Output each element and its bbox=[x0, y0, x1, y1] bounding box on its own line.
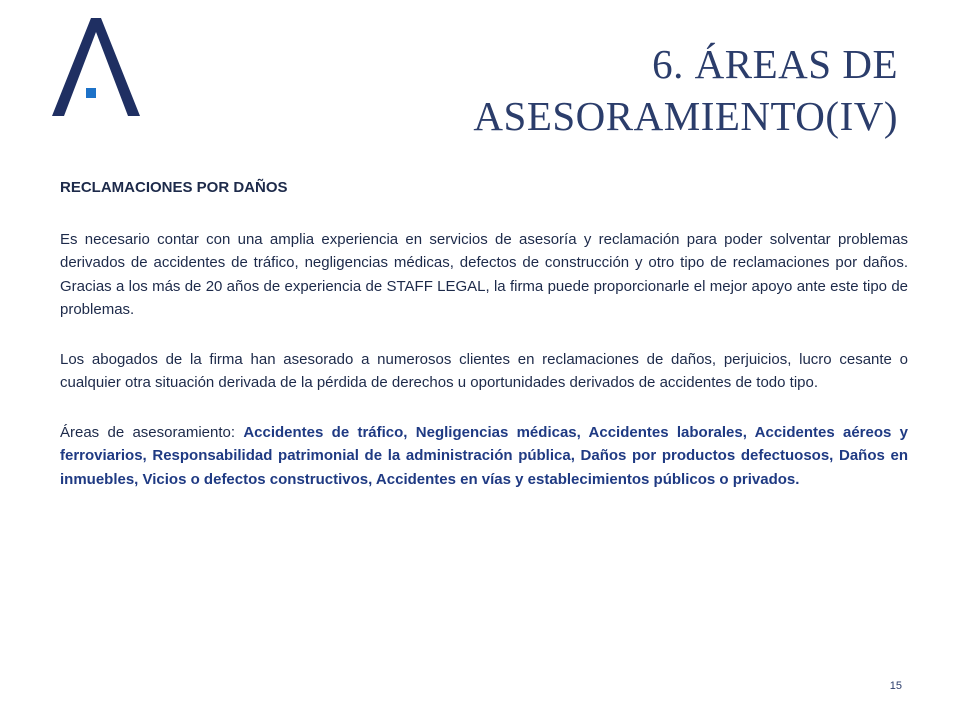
letter-a-logo-icon bbox=[50, 18, 142, 118]
section-heading: RECLAMACIONES POR DAÑOS bbox=[60, 179, 288, 196]
areas-list: Accidentes de tráfico, Negligencias médicas, Accidentes laborales, Accidentes aéreos y ferroviarios, Responsabilidad patrimonial de la administración pública, Daños por productos defectuosos, Daños en inmuebles, Vicios o defectos constructivos, Accidentes en vías y establecimientos públicos o privados. bbox=[60, 423, 908, 488]
main-content bbox=[60, 176, 908, 517]
page-title bbox=[298, 38, 898, 142]
areas-label: Áreas de asesoramiento: bbox=[60, 423, 244, 441]
title-line-2: ASESORAMIENTO(IV) bbox=[473, 93, 898, 139]
paragraph-experience: Es necesario contar con una amplia experiencia en servicios de asesoría y reclamación para poder solventar problemas derivados de accidentes de tráfico, negligencias médicas, defectos de construcción y otro tipo de reclamaciones por daños. Gracias a los más de 20 años de experiencia de STAFF LEGAL, la firma puede proporcionarle el mejor apoyo ante este tipo de problemas. bbox=[60, 230, 908, 318]
paragraph-areas bbox=[60, 421, 908, 492]
paragraph-clients: Los abogados de la firma han asesorado a numerosos clientes en reclamaciones de daños, perjuicios, lucro cesante o cualquier otra situación derivada de la pérdida de derechos u oportunidades derivados de accidentes de todo tipo. bbox=[60, 350, 908, 391]
title-line-1: 6. ÁREAS DE bbox=[652, 41, 898, 87]
page-number: 15 bbox=[889, 680, 902, 692]
company-logo bbox=[50, 18, 142, 118]
